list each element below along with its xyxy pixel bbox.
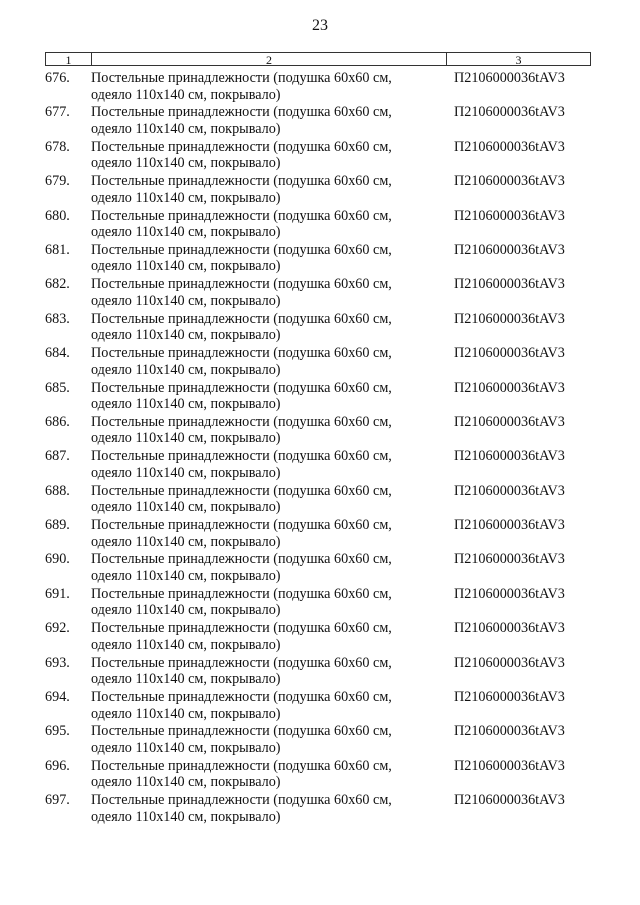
- table-row: [45, 448, 591, 482]
- description-line-1: Постельные принадлежности (подушка 60х60 см,: [91, 792, 392, 809]
- column-header-2: 2: [91, 52, 446, 66]
- description-line-2: одеяло 110х140 см, покрывало): [91, 636, 281, 653]
- row-code: П2106000036tAV3: [454, 138, 565, 155]
- description-line-2: одеяло 110х140 см, покрывало): [91, 361, 281, 378]
- column-header-1: 1: [45, 52, 91, 66]
- row-description: [91, 139, 446, 173]
- description-line-2: одеяло 110х140 см, покрывало): [91, 774, 281, 791]
- page-number: 23: [312, 17, 328, 34]
- description-line-1: Постельные принадлежности (подушка 60х60 см,: [91, 448, 392, 465]
- table-row: [45, 70, 591, 104]
- description-line-1: Постельные принадлежности (подушка 60х60 см,: [91, 585, 392, 602]
- row-number: 695.: [45, 723, 70, 740]
- table-row: [45, 208, 591, 242]
- description-line-2: одеяло 110х140 см, покрывало): [91, 396, 281, 413]
- description-line-1: Постельные принадлежности (подушка 60х60 см,: [91, 379, 392, 396]
- row-code: П2106000036tAV3: [454, 585, 565, 602]
- table-header: [45, 52, 591, 66]
- row-code: П2106000036tAV3: [454, 723, 565, 740]
- description-line-2: одеяло 110х140 см, покрывало): [91, 258, 281, 275]
- description-line-2: одеяло 110х140 см, покрывало): [91, 189, 281, 206]
- description-line-1: Постельные принадлежности (подушка 60х60 см,: [91, 689, 392, 706]
- row-description: [91, 70, 446, 104]
- row-number: 688.: [45, 482, 70, 499]
- description-line-1: Постельные принадлежности (подушка 60х60 см,: [91, 482, 392, 499]
- row-code: П2106000036tAV3: [454, 104, 565, 121]
- row-description: [91, 586, 446, 620]
- row-number: 687.: [45, 448, 70, 465]
- row-number: 694.: [45, 689, 70, 706]
- description-line-1: Постельные принадлежности (подушка 60х60 см,: [91, 138, 392, 155]
- row-description: [91, 173, 446, 207]
- row-number: 683.: [45, 310, 70, 327]
- row-description: [91, 758, 446, 792]
- row-code: П2106000036tAV3: [454, 620, 565, 637]
- row-number: 680.: [45, 207, 70, 224]
- table-row: [45, 758, 591, 792]
- table-row: [45, 242, 591, 276]
- row-description: [91, 448, 446, 482]
- row-code: П2106000036tAV3: [454, 173, 565, 190]
- row-code: П2106000036tAV3: [454, 379, 565, 396]
- row-description: [91, 483, 446, 517]
- table-row: [45, 723, 591, 757]
- description-line-1: Постельные принадлежности (подушка 60х60 см,: [91, 207, 392, 224]
- row-description: [91, 517, 446, 551]
- row-code: П2106000036tAV3: [454, 413, 565, 430]
- row-description: [91, 208, 446, 242]
- description-line-1: Постельные принадлежности (подушка 60х60 см,: [91, 70, 392, 86]
- row-number: 686.: [45, 413, 70, 430]
- row-number: 682.: [45, 276, 70, 293]
- description-line-2: одеяло 110х140 см, покрывало): [91, 292, 281, 309]
- description-line-2: одеяло 110х140 см, покрывало): [91, 430, 281, 447]
- table-row: [45, 517, 591, 551]
- description-line-2: одеяло 110х140 см, покрывало): [91, 739, 281, 756]
- row-code: П2106000036tAV3: [454, 310, 565, 327]
- row-number: 681.: [45, 241, 70, 258]
- table-row: [45, 173, 591, 207]
- table-row: [45, 139, 591, 173]
- description-line-1: Постельные принадлежности (подушка 60х60 см,: [91, 413, 392, 430]
- description-line-1: Постельные принадлежности (подушка 60х60 см,: [91, 310, 392, 327]
- row-number: 693.: [45, 654, 70, 671]
- description-line-1: Постельные принадлежности (подушка 60х60 см,: [91, 517, 392, 534]
- table-row: [45, 414, 591, 448]
- row-number: 697.: [45, 792, 70, 809]
- table-body: [45, 70, 591, 827]
- row-number: 684.: [45, 345, 70, 362]
- description-line-1: Постельные принадлежности (подушка 60х60 см,: [91, 723, 392, 740]
- row-code: П2106000036tAV3: [454, 654, 565, 671]
- table-row: [45, 345, 591, 379]
- row-number: 690.: [45, 551, 70, 568]
- table-row: [45, 380, 591, 414]
- row-description: [91, 689, 446, 723]
- row-description: [91, 723, 446, 757]
- column-header-3: 3: [446, 52, 591, 66]
- row-code: П2106000036tAV3: [454, 276, 565, 293]
- row-number: 689.: [45, 517, 70, 534]
- row-description: [91, 104, 446, 138]
- description-line-2: одеяло 110х140 см, покрывало): [91, 671, 281, 688]
- row-description: [91, 311, 446, 345]
- table-row: [45, 104, 591, 138]
- table-row: [45, 620, 591, 654]
- row-code: П2106000036tAV3: [454, 70, 565, 86]
- row-code: П2106000036tAV3: [454, 757, 565, 774]
- table-row: [45, 792, 591, 826]
- table-row: [45, 586, 591, 620]
- row-code: П2106000036tAV3: [454, 482, 565, 499]
- row-code: П2106000036tAV3: [454, 448, 565, 465]
- row-number: 678.: [45, 138, 70, 155]
- description-line-2: одеяло 110х140 см, покрывало): [91, 602, 281, 619]
- description-line-1: Постельные принадлежности (подушка 60х60 см,: [91, 551, 392, 568]
- description-line-2: одеяло 110х140 см, покрывало): [91, 155, 281, 172]
- table-row: [45, 276, 591, 310]
- description-line-2: одеяло 110х140 см, покрывало): [91, 705, 281, 722]
- row-code: П2106000036tAV3: [454, 207, 565, 224]
- row-description: [91, 551, 446, 585]
- row-code: П2106000036tAV3: [454, 241, 565, 258]
- row-code: П2106000036tAV3: [454, 792, 565, 809]
- description-line-2: одеяло 110х140 см, покрывало): [91, 499, 281, 516]
- row-description: [91, 276, 446, 310]
- row-code: П2106000036tAV3: [454, 689, 565, 706]
- row-number: 679.: [45, 173, 70, 190]
- table-row: [45, 551, 591, 585]
- table-row: [45, 311, 591, 345]
- row-number: 696.: [45, 757, 70, 774]
- row-code: П2106000036tAV3: [454, 345, 565, 362]
- description-line-1: Постельные принадлежности (подушка 60х60 см,: [91, 620, 392, 637]
- description-line-2: одеяло 110х140 см, покрывало): [91, 533, 281, 550]
- table-row: [45, 483, 591, 517]
- description-line-1: Постельные принадлежности (подушка 60х60 см,: [91, 345, 392, 362]
- row-number: 677.: [45, 104, 70, 121]
- table-row: [45, 689, 591, 723]
- description-line-1: Постельные принадлежности (подушка 60х60 см,: [91, 241, 392, 258]
- table-row: [45, 655, 591, 689]
- description-line-2: одеяло 110х140 см, покрывало): [91, 86, 281, 103]
- description-line-1: Постельные принадлежности (подушка 60х60 см,: [91, 757, 392, 774]
- description-line-2: одеяло 110х140 см, покрывало): [91, 567, 281, 584]
- row-description: [91, 792, 446, 826]
- description-line-2: одеяло 110х140 см, покрывало): [91, 224, 281, 241]
- description-line-2: одеяло 110х140 см, покрывало): [91, 120, 281, 137]
- description-line-1: Постельные принадлежности (подушка 60х60 см,: [91, 104, 392, 121]
- row-description: [91, 242, 446, 276]
- row-number: 676.: [45, 70, 70, 86]
- row-code: П2106000036tAV3: [454, 517, 565, 534]
- description-line-2: одеяло 110х140 см, покрывало): [91, 808, 281, 825]
- description-line-1: Постельные принадлежности (подушка 60х60 см,: [91, 173, 392, 190]
- row-description: [91, 414, 446, 448]
- row-number: 692.: [45, 620, 70, 637]
- description-line-2: одеяло 110х140 см, покрывало): [91, 464, 281, 481]
- row-description: [91, 345, 446, 379]
- row-description: [91, 655, 446, 689]
- row-description: [91, 380, 446, 414]
- row-number: 691.: [45, 585, 70, 602]
- row-number: 685.: [45, 379, 70, 396]
- description-line-1: Постельные принадлежности (подушка 60х60 см,: [91, 276, 392, 293]
- row-description: [91, 620, 446, 654]
- description-line-2: одеяло 110х140 см, покрывало): [91, 327, 281, 344]
- description-line-1: Постельные принадлежности (подушка 60х60 см,: [91, 654, 392, 671]
- row-code: П2106000036tAV3: [454, 551, 565, 568]
